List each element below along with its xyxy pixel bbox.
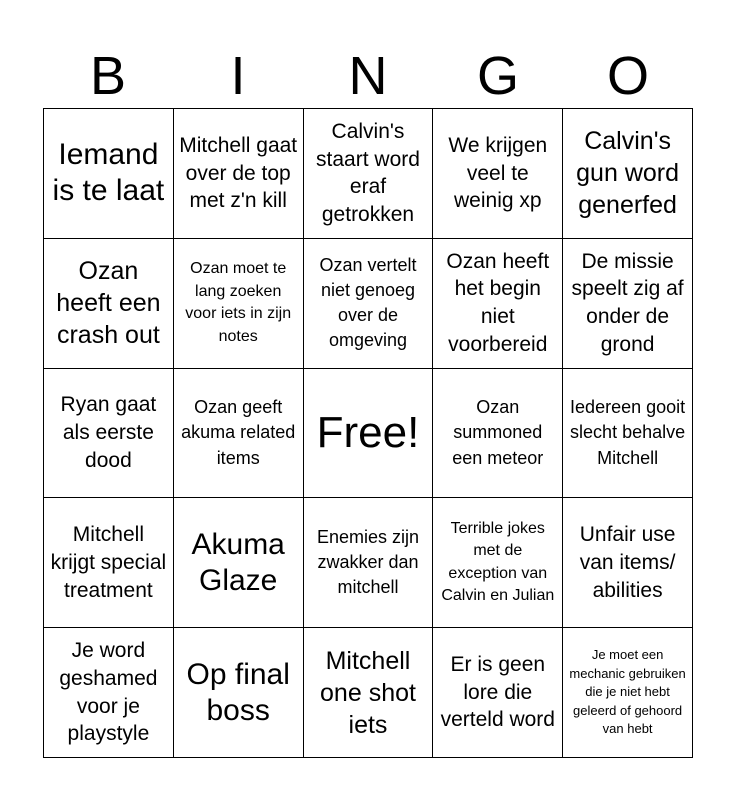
bingo-cell[interactable] — [174, 628, 304, 758]
cell-text: Ozan heeft het begin niet voorbereid — [446, 249, 550, 356]
header-letter-g: G — [476, 46, 519, 106]
cell-text: Ozan summoned een meteor — [452, 397, 544, 468]
cell-text: Enemies zijn zwakker dan mitchell — [316, 527, 420, 598]
cell-text: Iemand is te laat — [52, 138, 165, 208]
cell-text: Terrible jokes met de exception van Calvin en Julian — [441, 520, 555, 605]
bingo-cell[interactable] — [563, 498, 693, 628]
bingo-cell[interactable] — [433, 369, 563, 499]
bingo-cell[interactable] — [44, 369, 174, 499]
bingo-free-space[interactable] — [304, 369, 434, 499]
bingo-cell[interactable] — [433, 239, 563, 369]
cell-text: Akuma Glaze — [191, 527, 285, 597]
cell-text: Er is geen lore die verteld word — [440, 653, 555, 732]
cell-text: Ozan geeft akuma related items — [181, 397, 296, 468]
cell-text: Je word geshamed voor je playstyle — [59, 639, 158, 746]
bingo-cell[interactable] — [174, 109, 304, 239]
bingo-cell[interactable] — [563, 109, 693, 239]
cell-text: Calvin's gun word generfed — [576, 127, 680, 220]
bingo-cell[interactable] — [433, 628, 563, 758]
bingo-cell[interactable] — [44, 628, 174, 758]
bingo-cell[interactable] — [304, 498, 434, 628]
cell-text: Mitchell krijgt special treatment — [50, 523, 167, 602]
cell-text: Unfair use van items/ abilities — [579, 523, 676, 602]
bingo-cell[interactable] — [433, 109, 563, 239]
cell-text: De missie speelt zig af onder de grond — [571, 249, 684, 356]
cell-text: Calvin's staart word eraf getrokken — [316, 119, 420, 227]
cell-text: Iedereen gooit slecht behalve Mitchell — [570, 397, 686, 468]
cell-text: Ryan gaat als eerste dood — [60, 393, 157, 472]
cell-text: Je moet een mechanic gebruiken die je niet hebt geleerd of gehoord van hebt — [569, 647, 686, 737]
bingo-cell[interactable] — [433, 498, 563, 628]
header-letter-n: N — [348, 46, 388, 106]
cell-text: Op final boss — [186, 657, 290, 727]
header-letter-i: I — [230, 46, 246, 106]
bingo-cell[interactable] — [44, 239, 174, 369]
bingo-cell[interactable] — [174, 369, 304, 499]
bingo-grid — [43, 108, 693, 758]
bingo-cell[interactable] — [304, 239, 434, 369]
free-space-text: Free! — [316, 407, 420, 457]
header-letter-b: B — [89, 46, 127, 106]
bingo-cell[interactable] — [174, 239, 304, 369]
cell-text: Mitchell one shot iets — [320, 646, 416, 739]
cell-text: We krijgen veel te weinig xp — [448, 133, 548, 213]
cell-text: Mitchell gaat over de top met z'n kill — [179, 133, 298, 213]
bingo-cell[interactable] — [563, 628, 693, 758]
bingo-cell[interactable] — [304, 628, 434, 758]
bingo-cell[interactable] — [304, 109, 434, 239]
header-letter-o: O — [606, 46, 649, 106]
bingo-header — [43, 46, 693, 106]
bingo-cell[interactable] — [44, 498, 174, 628]
cell-text: Ozan moet te lang zoeken voor iets in zijn notes — [185, 260, 292, 345]
bingo-cell[interactable] — [44, 109, 174, 239]
bingo-cell[interactable] — [563, 239, 693, 369]
bingo-cell[interactable] — [174, 498, 304, 628]
bingo-cell[interactable] — [563, 369, 693, 499]
cell-text: Ozan vertelt niet genoeg over de omgeving — [319, 254, 417, 351]
cell-text: Ozan heeft een crash out — [56, 257, 161, 350]
